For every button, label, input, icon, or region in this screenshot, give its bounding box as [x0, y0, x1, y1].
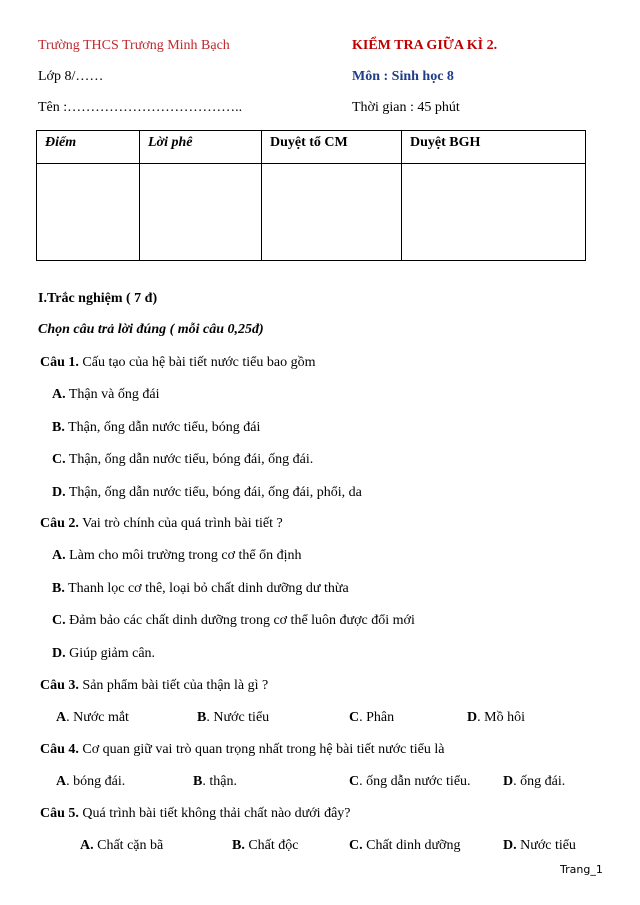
name-label: Tên :……………………………….. — [38, 100, 243, 115]
grade-table-body-row — [37, 164, 586, 261]
option-text: . Nước tiểu — [206, 710, 270, 725]
grade-table-header-row — [37, 131, 586, 164]
option-letter: D. — [503, 838, 517, 853]
question-3-option-c — [349, 710, 394, 726]
question-3-option-d — [467, 710, 525, 726]
question-4-option-d — [503, 774, 565, 790]
grade-header-score: Điểm — [37, 131, 140, 164]
option-text: Làm cho môi trường trong cơ thể ổn định — [65, 548, 302, 563]
question-1-text: Cấu tạo của hệ bài tiết nước tiểu bao gồm — [78, 355, 316, 370]
question-2-option-a — [52, 548, 301, 564]
option-text: . Nước mắt — [66, 710, 129, 725]
option-letter: A — [56, 774, 67, 789]
option-letter: B. — [232, 838, 245, 853]
question-5-number: Câu 5. — [40, 806, 79, 821]
question-1-option-b — [52, 420, 260, 436]
question-2-text: Vai trò chính của quá trình bài tiết ? — [78, 516, 283, 531]
option-letter: D. — [52, 646, 66, 661]
option-letter: B. — [52, 581, 65, 596]
question-2 — [40, 516, 283, 532]
question-4 — [40, 742, 444, 758]
question-2-option-c — [52, 613, 415, 629]
option-text: Chất dinh dưỡng — [362, 838, 461, 853]
question-4-number: Câu 4. — [40, 742, 79, 757]
option-text: Nước tiểu — [516, 838, 576, 853]
option-letter: A. — [52, 548, 66, 563]
option-text: . ống đái. — [513, 774, 566, 789]
question-1-number: Câu 1. — [40, 355, 79, 370]
option-letter: C — [349, 710, 360, 725]
question-4-option-a — [56, 774, 125, 790]
question-4-option-c — [349, 774, 471, 790]
option-letter: B. — [52, 420, 65, 435]
option-letter: B — [197, 710, 207, 725]
option-letter: A. — [52, 387, 66, 402]
option-text: Đảm bảo các chất dinh dưỡng trong cơ thể luôn được đổi mới — [65, 613, 415, 628]
grade-header-board: Duyệt BGH — [402, 131, 586, 164]
question-5-option-a — [80, 838, 163, 854]
option-letter: D — [467, 710, 478, 725]
option-text: . Phân — [359, 710, 395, 725]
option-text: Thận, ống dẫn nước tiểu, bóng đái, ống đái. — [65, 452, 314, 467]
option-text: Chất độc — [244, 838, 299, 853]
grade-header-comment: Lời phê — [140, 131, 262, 164]
question-1 — [40, 355, 316, 371]
option-letter: A. — [80, 838, 94, 853]
question-5-option-d — [503, 838, 576, 854]
option-text: . thận. — [202, 774, 237, 789]
school-name: Trường THCS Trương Minh Bạch — [38, 38, 230, 53]
option-text: . Mồ hôi — [477, 710, 525, 725]
question-5-option-b — [232, 838, 299, 854]
option-letter: A — [56, 710, 67, 725]
grade-cell-dept — [262, 164, 402, 261]
option-text: Thận, ống dẫn nước tiểu, bóng đái — [64, 420, 261, 435]
grade-cell-score — [37, 164, 140, 261]
time-label: Thời gian : 45 phút — [352, 100, 460, 115]
option-letter: C — [349, 774, 360, 789]
question-3-text: Sản phẩm bài tiết của thận là gì ? — [78, 678, 269, 693]
question-1-option-c — [52, 452, 313, 468]
option-text: Thận và ống đái — [65, 387, 160, 402]
option-letter: D — [503, 774, 514, 789]
question-3 — [40, 678, 268, 694]
question-2-option-d — [52, 646, 155, 662]
page-number: Trang_1 — [560, 863, 603, 876]
section-title: I.Trắc nghiệm ( 7 đ) — [38, 291, 158, 306]
question-4-text: Cơ quan giữ vai trò quan trọng nhất trong hệ bài tiết nước tiểu là — [78, 742, 445, 757]
question-3-number: Câu 3. — [40, 678, 79, 693]
option-text: Thận, ống dẫn nước tiểu, bóng đái, ống đái, phổi, da — [65, 485, 362, 500]
question-3-option-b — [197, 710, 269, 726]
grade-cell-comment — [140, 164, 262, 261]
grade-table — [36, 130, 586, 261]
question-5-text: Quá trình bài tiết không thải chất nào dưới đây? — [78, 806, 351, 821]
class-label: Lớp 8/…… — [38, 69, 104, 84]
option-text: . ống dẫn nước tiểu. — [359, 774, 471, 789]
option-text: . bóng đái. — [66, 774, 126, 789]
option-text: Chất cặn bã — [93, 838, 164, 853]
question-5-option-c — [349, 838, 460, 854]
question-1-option-a — [52, 387, 159, 403]
option-letter: C. — [349, 838, 363, 853]
option-letter: C. — [52, 452, 66, 467]
question-5 — [40, 806, 351, 822]
question-4-option-b — [193, 774, 237, 790]
option-text: Thanh lọc cơ thê, loại bỏ chất dinh dưỡng dư thừa — [64, 581, 349, 596]
exam-title: KIỂM TRA GIỮA KÌ 2. — [352, 38, 498, 53]
option-text: Giúp giảm cân. — [65, 646, 156, 661]
subject-label: Môn : Sinh học 8 — [352, 69, 454, 84]
option-letter: D. — [52, 485, 66, 500]
option-letter: C. — [52, 613, 66, 628]
grade-cell-board — [402, 164, 586, 261]
question-3-option-a — [56, 710, 129, 726]
option-letter: B — [193, 774, 203, 789]
section-instruction: Chọn câu trả lời đúng ( mỗi câu 0,25đ) — [38, 322, 264, 337]
grade-header-dept: Duyệt tổ CM — [262, 131, 402, 164]
question-2-option-b — [52, 581, 349, 597]
question-1-option-d — [52, 485, 362, 501]
question-2-number: Câu 2. — [40, 516, 79, 531]
